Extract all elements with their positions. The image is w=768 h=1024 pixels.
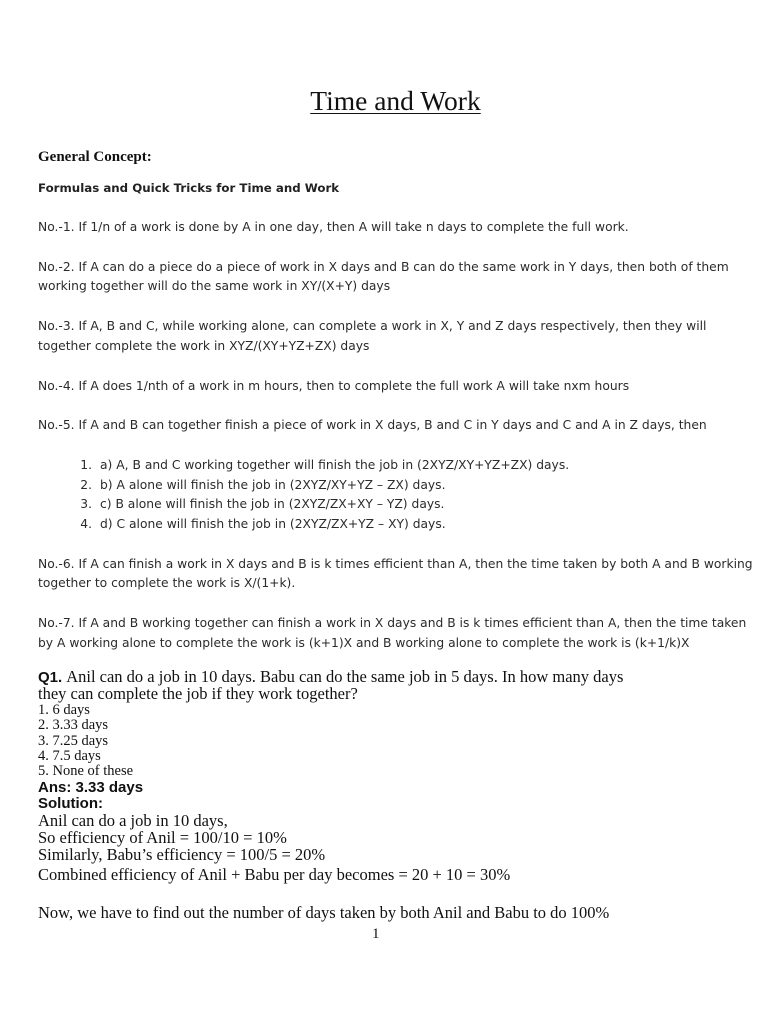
solution-line: So efficiency of Anil = 100/10 = 10% bbox=[38, 827, 287, 847]
question-text: Anil can do a job in 10 days. Babu can do the same job in 5 days. In how many days bbox=[66, 667, 624, 687]
solution-line: Combined efficiency of Anil + Babu per day becomes = 20 + 10 = 30% bbox=[38, 864, 511, 884]
rule-line: together to complete the work is X/(1+k). bbox=[38, 576, 296, 591]
rule-6 bbox=[38, 555, 753, 594]
rule-5-list bbox=[38, 456, 753, 535]
list-text: b) A alone will finish the job in (2XYZ/XY+YZ – ZX) days. bbox=[100, 477, 446, 492]
solution-label: Solution: bbox=[38, 794, 103, 812]
question-block bbox=[38, 669, 753, 920]
rule-line: No.-3. If A, B and C, while working alone, can complete a work in X, Y and Z days respectively, then they will bbox=[38, 319, 707, 334]
rule-line: No.-4. If A does 1/nth of a work in m hours, then to complete the full work A will take nxm hours bbox=[38, 378, 630, 393]
document-title bbox=[38, 85, 753, 117]
solution-line: Anil can do a job in 10 days, bbox=[38, 810, 228, 830]
rule-4 bbox=[38, 377, 753, 397]
section-heading: General Concept: bbox=[38, 149, 152, 165]
options-list bbox=[38, 703, 753, 779]
list-number: 4. bbox=[80, 517, 92, 532]
rule-7 bbox=[38, 614, 753, 653]
list-text: d) C alone will finish the job in (2XYZ/ZX+YZ – XY) days. bbox=[100, 517, 446, 532]
list-number: 3. bbox=[80, 497, 92, 512]
rule-line: No.-5. If A and B can together finish a piece of work in X days, B and C in Y days and C and A in Z days, then bbox=[38, 418, 707, 433]
rule-line: together complete the work in XYZ/(XY+YZ+ZX) days bbox=[38, 338, 370, 353]
document-title-text: Time and Work bbox=[310, 85, 481, 116]
rule-3 bbox=[38, 317, 753, 356]
rule-2 bbox=[38, 258, 753, 297]
solution-line: Similarly, Babu’s efficiency = 100/5 = 20% bbox=[38, 844, 326, 864]
option-item: 3. 7.25 days bbox=[38, 732, 109, 749]
question-label: Q1. bbox=[38, 669, 63, 687]
subheading: Formulas and Quick Tricks for Time and Work bbox=[38, 181, 340, 195]
option-item: 4. 7.5 days bbox=[38, 747, 101, 764]
rule-5 bbox=[38, 416, 753, 436]
list-number: 2. bbox=[80, 477, 92, 492]
option-item: 1. 6 days bbox=[38, 702, 90, 719]
answer: Ans: 3.33 days bbox=[38, 778, 144, 796]
list-item bbox=[38, 476, 753, 496]
rule-line: No.-2. If A can do a piece do a piece of work in X days and B can do the same work in Y days, then both of them bbox=[38, 259, 729, 274]
list-item bbox=[38, 456, 753, 476]
page-number: 1 bbox=[372, 926, 380, 942]
list-number: 1. bbox=[80, 457, 92, 472]
rule-line: working together will do the same work in XY/(X+Y) days bbox=[38, 279, 391, 294]
rule-line: No.-1. If 1/n of a work is done by A in one day, then A will take n days to complete the full work. bbox=[38, 220, 629, 234]
list-text: c) B alone will finish the job in (2XYZ/ZX+XY – YZ) days. bbox=[100, 497, 445, 512]
list-text: a) A, B and C working together will finish the job in (2XYZ/XY+YZ+ZX) days. bbox=[100, 457, 570, 472]
rule-line: No.-6. If A can finish a work in X days and B is k times efficient than A, then the time taken by both A and B working bbox=[38, 556, 753, 571]
list-item bbox=[38, 515, 753, 535]
option-item: 2. 3.33 days bbox=[38, 717, 109, 734]
option-item: 5. None of these bbox=[38, 763, 134, 780]
rule-1 bbox=[38, 218, 753, 238]
list-item bbox=[38, 495, 753, 515]
rule-line: by A working alone to complete the work is (k+1)X and B working alone to complete the work is (k+1/k)X bbox=[38, 635, 690, 650]
rule-line: No.-7. If A and B working together can finish a work in X days and B is k times efficient than A, then the time taken bbox=[38, 616, 747, 631]
solution-continuation: Now, we have to find out the number of days taken by both Anil and Babu to do 100% bbox=[38, 902, 610, 922]
question-line: they can complete the job if they work together? bbox=[38, 684, 358, 704]
